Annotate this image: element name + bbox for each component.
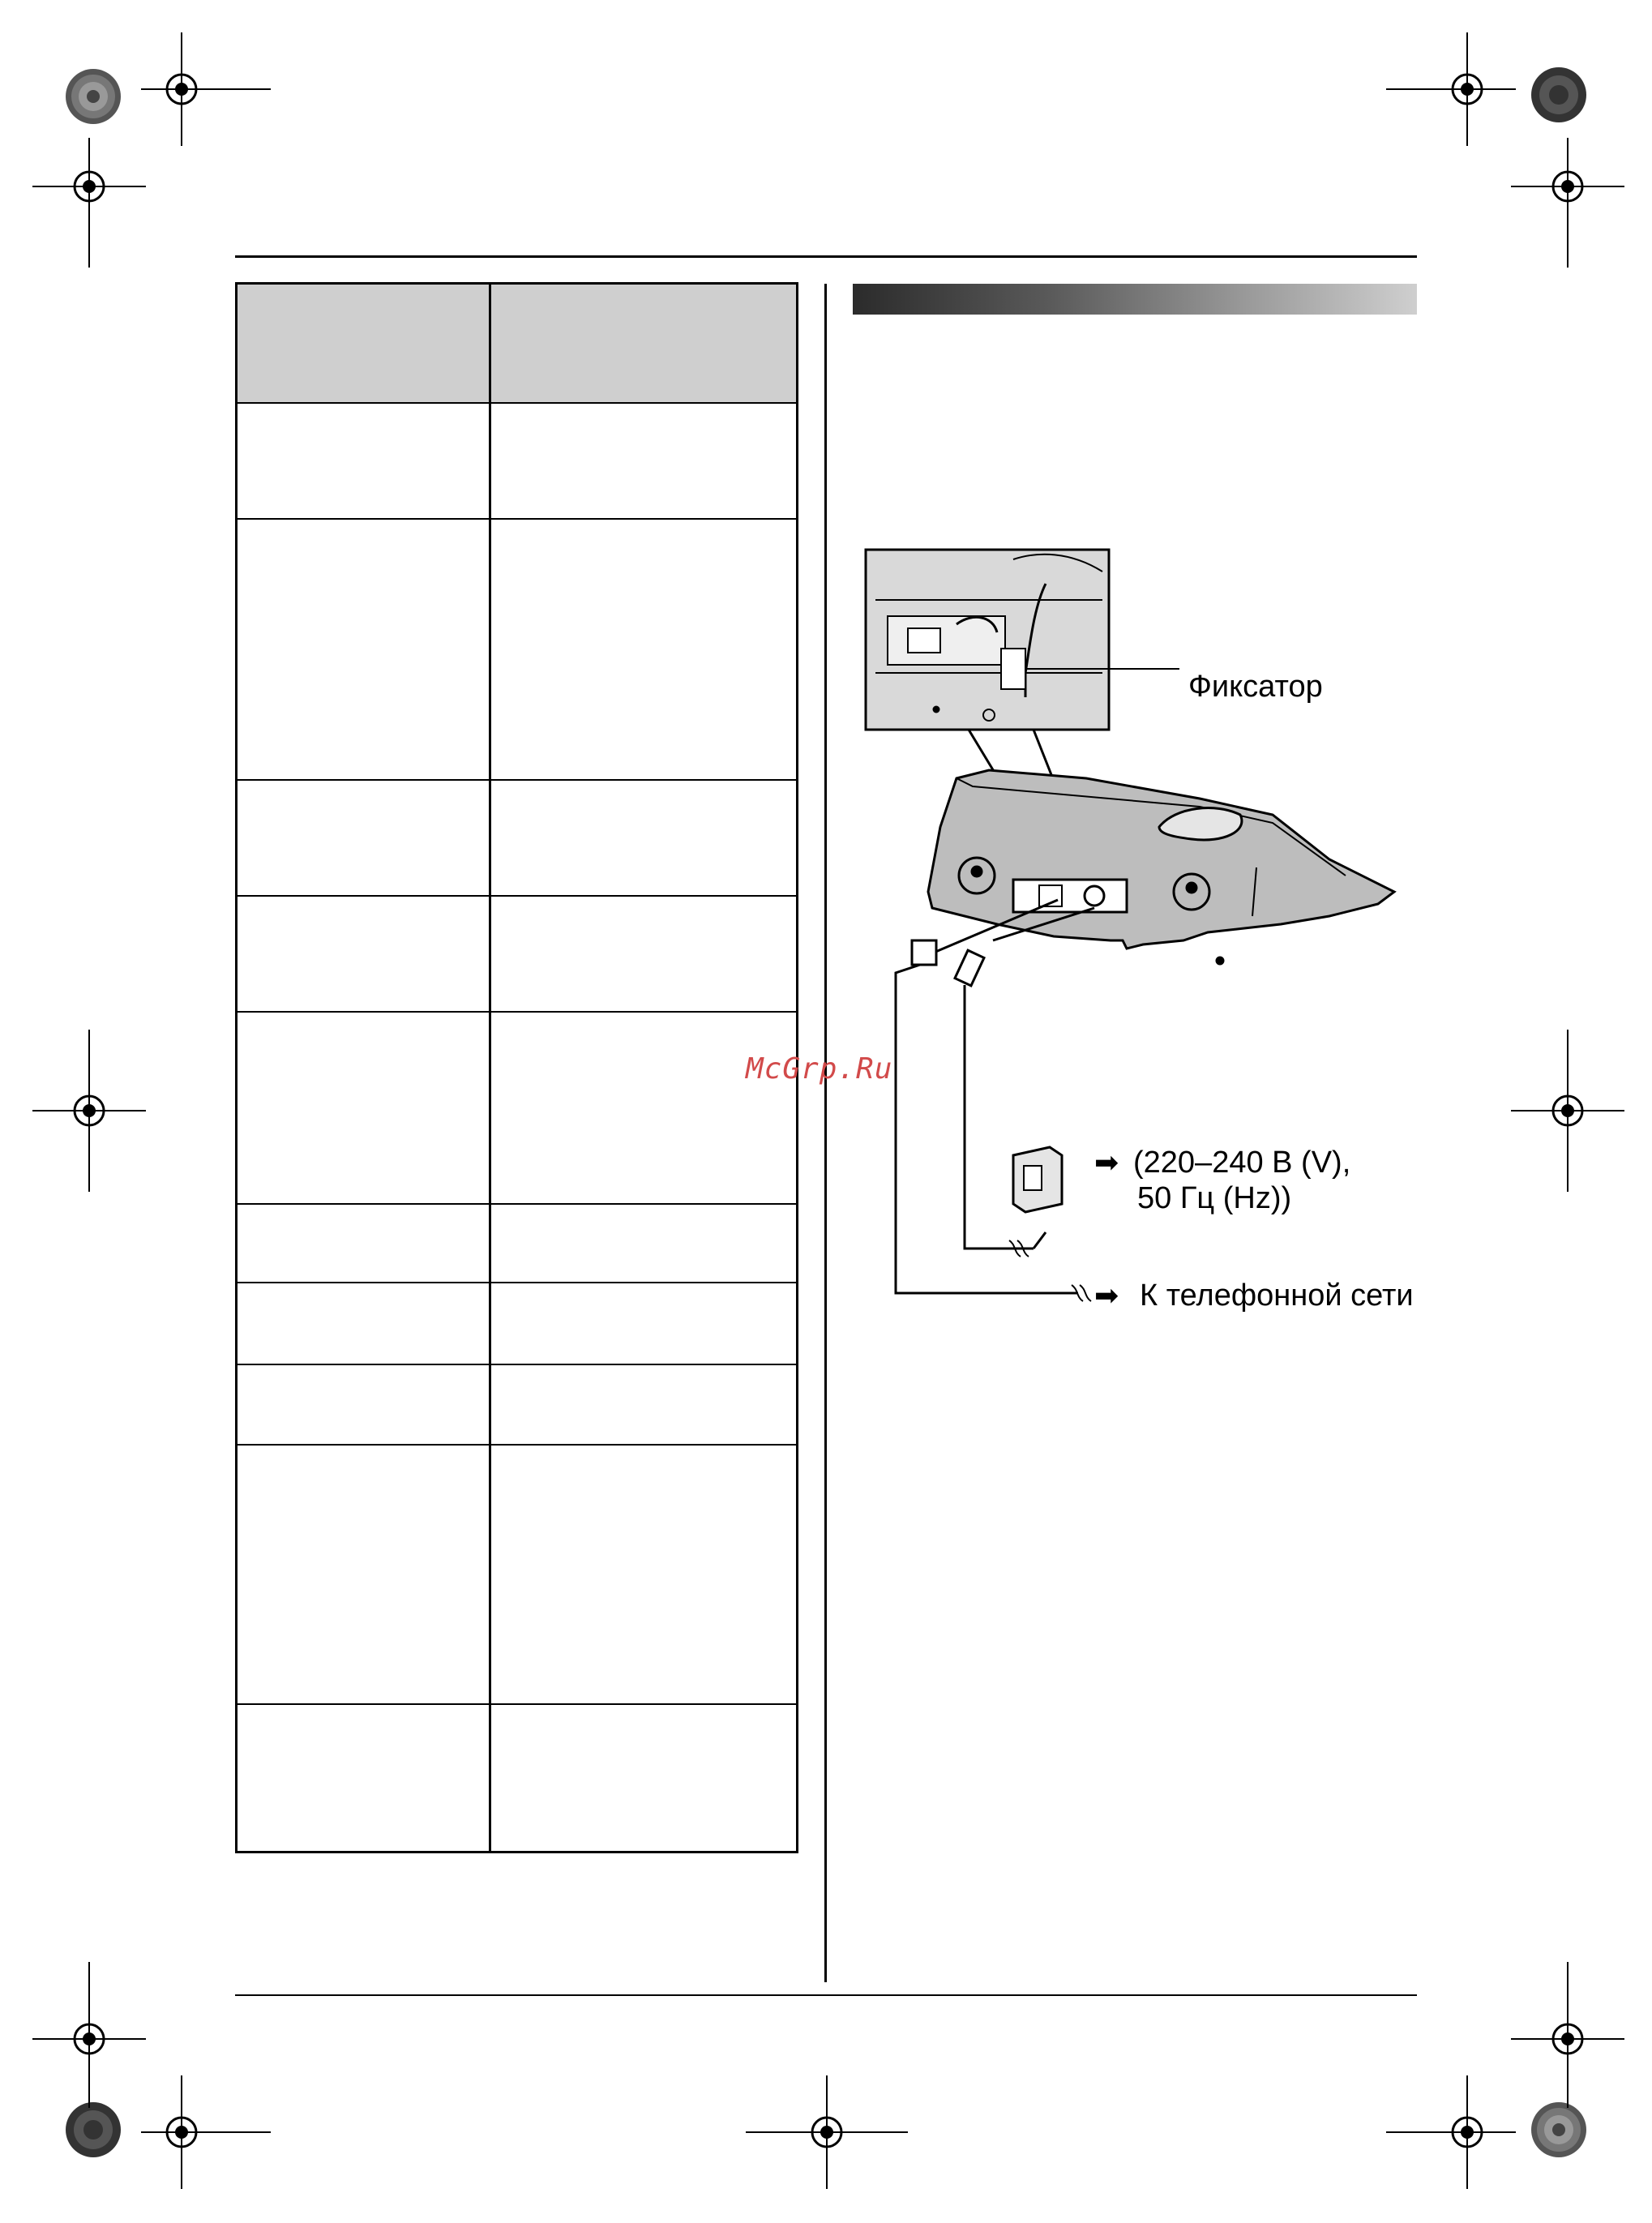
jack-panel (1013, 880, 1127, 912)
watermark: McGrp.Ru (746, 1052, 893, 1086)
top-page-rule (235, 255, 1417, 258)
crosshair-mark (1511, 1030, 1624, 1192)
rosette-mark-bottom-left (63, 2100, 123, 2160)
spec-table (235, 282, 798, 1853)
table-row-line (238, 518, 796, 520)
table-row-line (238, 1011, 796, 1013)
crosshair-mark (32, 1030, 146, 1192)
table-row-line (238, 1203, 796, 1205)
latch-label: Фиксатор (1188, 670, 1323, 704)
rosette-mark-top-right (1529, 65, 1589, 125)
phone-line-cord (896, 965, 1078, 1293)
rosette-mark-top-left (63, 66, 123, 126)
power-spec-line1: (220–240 В (V), (1133, 1146, 1351, 1180)
table-row-line (238, 402, 796, 404)
crosshair-mark (1511, 1962, 1624, 2108)
connection-diagram (859, 535, 1427, 1346)
phone-line-label: К телефонной сети (1140, 1279, 1414, 1313)
column-divider (824, 284, 827, 1982)
rosette-mark-bottom-right (1529, 2100, 1589, 2160)
table-header-row (238, 285, 796, 403)
phone-line-arrow-icon: ➡ (1094, 1279, 1119, 1312)
crosshair-mark (141, 2075, 271, 2189)
crosshair-mark (1386, 2075, 1516, 2189)
crosshair-mark (141, 32, 271, 146)
dc-plug (955, 950, 984, 986)
table-row-line (238, 895, 796, 897)
table-row-line (238, 1282, 796, 1283)
table-row-line (238, 1703, 796, 1705)
bottom-page-rule (235, 1994, 1417, 1996)
crosshair-mark (1511, 138, 1624, 268)
telephone-plug (912, 940, 936, 965)
table-row-line (238, 1364, 796, 1365)
crosshair-mark (32, 1962, 146, 2108)
table-row-line (238, 779, 796, 781)
power-spec-line2: 50 Гц (Hz)) (1137, 1181, 1292, 1215)
crosshair-mark (1386, 32, 1516, 146)
crosshair-mark (32, 138, 146, 268)
power-arrow-icon: ➡ (1094, 1146, 1119, 1179)
section-header-bar (853, 284, 1417, 315)
table-row-line (238, 1444, 796, 1446)
crosshair-mark (746, 2075, 908, 2189)
